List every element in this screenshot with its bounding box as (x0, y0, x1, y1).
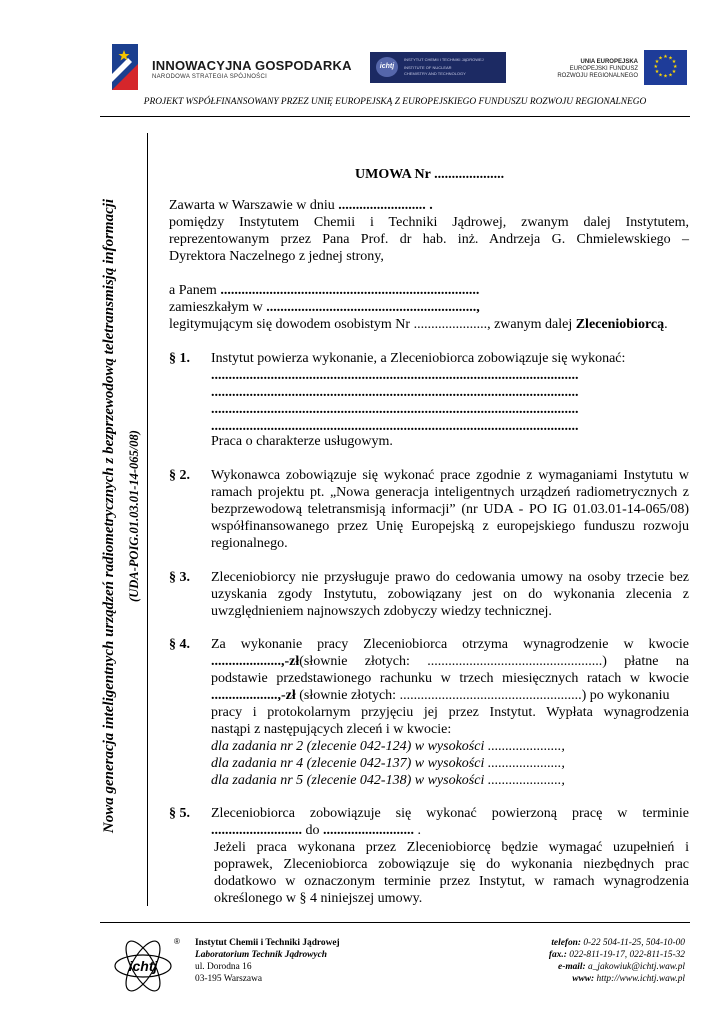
svg-text:★: ★ (668, 72, 673, 79)
party-address-line (169, 299, 480, 316)
program-title: INNOWACYJNA GOSPODARKA (152, 58, 352, 73)
party-address-label: zamieszkałym w (169, 300, 267, 315)
ichtj-logo (110, 936, 180, 994)
svg-text:★: ★ (654, 68, 660, 75)
footer-www (470, 973, 685, 985)
section-1-dots-1: ......................................................................................................... (211, 368, 579, 383)
deadline-from-dots: .......................... (211, 823, 302, 838)
intro-date-dots: ......................... . (338, 198, 433, 213)
task-line-3: dla zadania nr 5 (zlecenie 042-138) w wysokości ....................., (211, 773, 565, 788)
margin-rule (147, 133, 148, 906)
section-5-line-6: określonego w § 4 niniejszej umowy. (214, 891, 423, 906)
footer-lab: Laboratorium Technik Jądrowych (195, 950, 327, 960)
section-4-line-5: pracy i protokolarnym przyjęciu jej przez Instytut. Wypłata wynagrodzenia (211, 705, 689, 720)
institute-mark: ichtj (376, 57, 398, 77)
intro-date-line (169, 197, 433, 214)
section-3-number: § 3. (169, 570, 190, 585)
banner-line-1: INSTYTUT CHEMII I TECHNIKI JĄDROWEJ (404, 57, 484, 62)
section-2-number: § 2. (169, 468, 190, 483)
innowacyjna-gospodarka-logo (108, 44, 148, 90)
party-address-dots: ............................................................, (266, 300, 480, 315)
footer-city: 03-195 Warszawa (195, 974, 263, 984)
institute-logo-banner (370, 52, 506, 83)
project-code-vertical: (UDA-POIG.01.03.01-14-065/08) (127, 430, 141, 602)
eu-fund-text (548, 59, 638, 80)
fax-value: 022-811-19-17, 022-811-15-32 (566, 950, 685, 960)
section-5-line-3: Jeżeli praca wykonana przez Zleceniobiorcę będzie wymagać uzupełnień i (214, 840, 689, 855)
deadline-to-label: do (302, 823, 323, 838)
party-name-line (169, 282, 479, 299)
intro-date-label: Zawarta w Warszawie w dniu (169, 198, 339, 213)
footer-street: ul. Dorodna 16 (195, 962, 252, 972)
svg-text:★: ★ (673, 63, 678, 70)
email-link[interactable]: a_jakowiuk@ichtj.waw.pl (585, 962, 685, 972)
section-5-number: § 5. (169, 806, 190, 821)
www-link[interactable]: http://www.ichtj.waw.pl (594, 974, 685, 984)
section-4-amount-1: ....................,-zł (211, 654, 300, 669)
section-5-line-4: poprawek, Zleceniobiorca zobowiązuje się do wykonania niezbędnych prac (214, 857, 689, 872)
section-4-line-1: Za wykonanie pracy Zleceniobiorca otrzyma wynagrodzenie w kwocie (211, 637, 689, 652)
intro-line-4: Dyrektora Naczelnego z jednej strony, (169, 249, 384, 264)
svg-text:★: ★ (658, 72, 663, 79)
section-4-amount-2: ...................,-zł (211, 688, 296, 703)
svg-text:★: ★ (663, 73, 668, 80)
section-4-words-1: (słownie złotych: ..................................................) płatne na (299, 654, 689, 669)
svg-text:★: ★ (658, 55, 663, 62)
footer-divider (100, 922, 690, 923)
section-5-line-5: dodatkowo w oznaczonym terminie przez Instytut, w ramach wynagrodzenia (214, 874, 689, 889)
fax-label: fax.: (548, 950, 567, 960)
eu-flag-icon (644, 50, 687, 85)
section-4-line-4 (211, 687, 669, 704)
party-id-line (169, 316, 668, 333)
section-5-line-1: Zleceniobiorca zobowiązuje się wykonać powierzoną pracę w terminie (211, 806, 689, 821)
svg-text:★: ★ (663, 54, 668, 60)
section-1-number: § 1. (169, 351, 190, 366)
intro-line-3: reprezentowanym przez Pana Prof. dr hab. inż. Andrzeja G. Chmielewskiego – (169, 232, 689, 247)
eu-line-2: EUROPEJSKI FUNDUSZ (569, 66, 638, 72)
project-title-vertical: Nowa generacja inteligentnych urządzeń radiometrycznych z bezprzewodową teletransmisją informacji (101, 198, 117, 834)
section-1-note: Praca o charakterze usługowym. (211, 434, 393, 449)
section-4-line-3: podstawie przedstawionego rachunku w trzech miesięcznych ratach w kwocie (211, 671, 689, 686)
task-line-1: dla zadania nr 2 (zlecenie 042-124) w wysokości ....................., (211, 739, 565, 754)
svg-text:★: ★ (668, 55, 673, 62)
task-line-2: dla zadania nr 4 (zlecenie 042-137) w wysokości ....................., (211, 756, 565, 771)
section-4-number: § 4. (169, 637, 190, 652)
contract-title: UMOWA Nr .................... (355, 167, 505, 182)
deadline-end: . (414, 823, 421, 838)
svg-text:★: ★ (671, 68, 677, 75)
party-id-text: legitymującym się dowodem osobistym Nr ....................., zwanym dalej (169, 317, 576, 332)
section-4-words-2: (słownie złotych: ....................................................) po wykonaniu (295, 688, 670, 703)
phone-value: 0-22 504-11-25, 504-10-00 (581, 938, 685, 948)
banner-line-3: CHEMISTRY AND TECHNOLOGY (404, 71, 466, 76)
svg-text:★: ★ (654, 58, 660, 65)
section-2-text: Wykonawca zobowiązuje się wykonać prace zgodnie z wymaganiami Instytutu w ramach projektu pt. „Nowa generacja inteligentnych urządzeń radiometrycznych z bezprzewodową teletransmisją informacji” (nr UDA - PO IG 01.03.01-14-065/08) współfinansowanego przez Unię Europejską z europejskiego funduszu rozwoju regionalnego. (211, 468, 689, 551)
ichtj-logo-text: ichtj (128, 958, 158, 974)
footer-org: Instytut Chemii i Techniki Jądrowej (195, 938, 340, 948)
party-id-end: . (664, 317, 668, 332)
section-1-dots-3: ......................................................................................................... (211, 402, 579, 417)
footer-email (470, 961, 685, 973)
program-subtitle: NARODOWA STRATEGIA SPÓJNOŚCI (152, 74, 268, 80)
section-1-dots-4: ......................................................................................................... (211, 419, 579, 434)
svg-text:★: ★ (653, 63, 658, 70)
party-name-label: a Panem (169, 283, 221, 298)
contractor-term: Zleceniobiorcą (575, 317, 665, 332)
registered-mark: ® (174, 937, 180, 946)
www-label: www: (572, 974, 595, 984)
banner-line-2: INSTITUTE OF NUCLEAR (404, 65, 452, 70)
phone-label: telefon: (551, 938, 582, 948)
section-5-line-2 (211, 822, 421, 839)
svg-text:★: ★ (671, 58, 677, 65)
project-cofinancing-line: PROJEKT WSPÓŁFINANSOWANY PRZEZ UNIĘ EUROPEJSKĄ Z EUROPEJSKIEGO FUNDUSZU ROZWOJU REGIONALNEGO (143, 97, 647, 107)
intro-line-2: pomiędzy Instytutem Chemii i Techniki Jądrowej, zwanym dalej Instytutem, (169, 215, 689, 230)
footer-phone (470, 937, 685, 949)
section-4-line-2 (211, 653, 689, 670)
footer-fax (470, 949, 685, 961)
section-4-line-6: nastąpi z następujących zleceń i w kwocie: (211, 722, 452, 737)
section-1-dots-2: ......................................................................................................... (211, 385, 579, 400)
email-label: e-mail: (558, 962, 586, 972)
deadline-to-dots: .......................... (323, 823, 414, 838)
section-1-text: Instytut powierza wykonanie, a Zleceniobiorca zobowiązuje się wykonać: (211, 351, 626, 366)
party-name-dots: .......................................................................... (220, 283, 480, 298)
eu-line-1: UNIA EUROPEJSKA (580, 59, 638, 65)
header-divider (100, 116, 690, 117)
eu-line-3: ROZWOJU REGIONALNEGO (557, 73, 638, 79)
section-3-text: Zleceniobiorcy nie przysługuje prawo do cedowania umowy na osoby trzecie bez uzyskania zgody Instytutu, zobowiązany jest on do wykonania zlecenia z uwzględnieniem najnowszych zdobyczy wiedzy technicznej. (211, 570, 689, 619)
